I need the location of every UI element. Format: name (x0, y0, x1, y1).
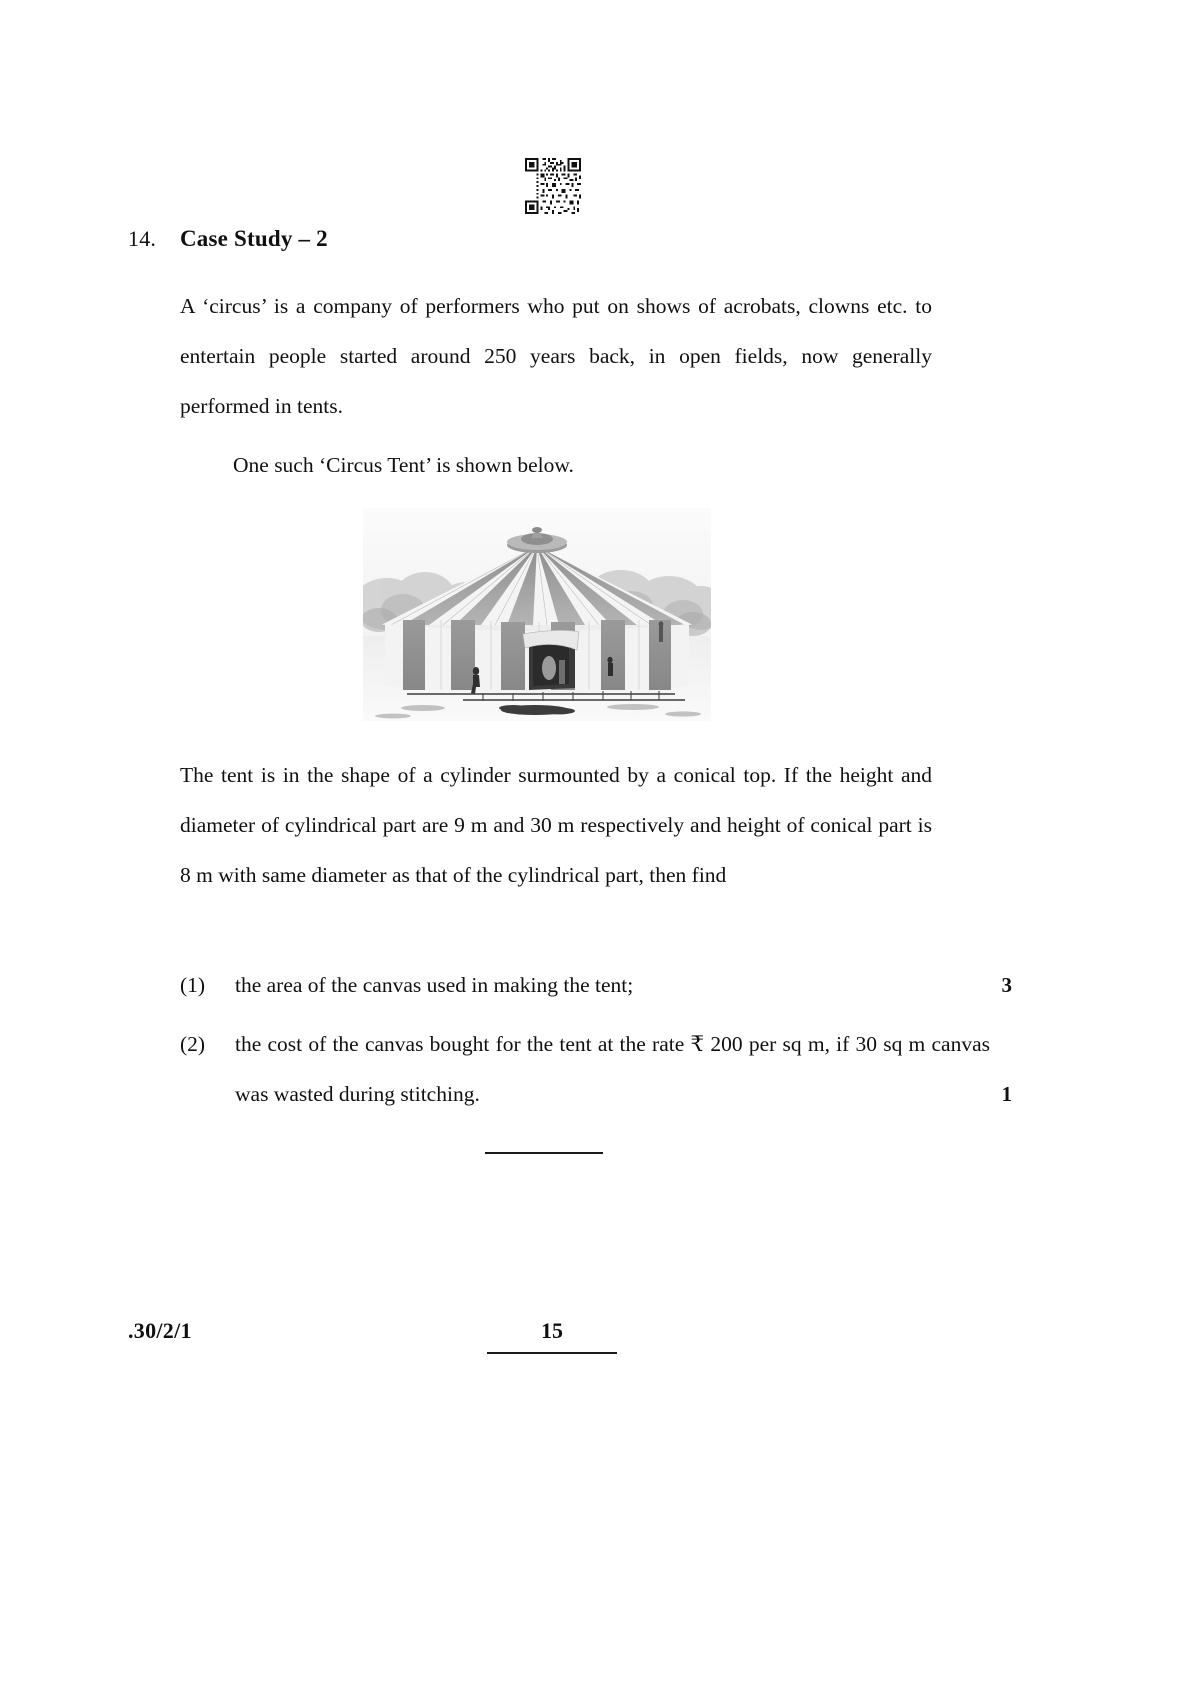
paper-code: .30/2/1 (128, 1318, 192, 1343)
paragraph-tent-dimensions: The tent is in the shape of a cylinder surmounted by a conical top. If the height and diameter of cylindrical part are 9 m and 30 m respectively and height of conical part is 8 m with same diameter as that of the cylindrical part, then find (180, 763, 932, 887)
intro-paragraph-block (180, 281, 932, 431)
sub-question-2-text: the cost of the canvas bought for the tent at the rate ₹ 200 per sq m, if 30 sq m canvas was wasted during stitching. (235, 1032, 990, 1106)
paragraph-figure-intro: One such ‘Circus Tent’ is shown below. (233, 453, 574, 477)
sub-question-1-index: (1) (180, 973, 206, 997)
sub-question-2 (180, 1019, 1012, 1119)
question-heading (128, 226, 988, 252)
tent-description-block (180, 750, 932, 900)
circus-tent-figure (363, 508, 711, 721)
sub-question-2-index: (2) (180, 1032, 206, 1056)
footer-rule (487, 1352, 617, 1354)
sub-question-1-marks: 3 (1001, 973, 1012, 997)
question-title: Case Study – 2 (180, 226, 328, 251)
sub-question-1-text: the area of the canvas used in making the tent; (235, 973, 634, 997)
sub-question-2-marks: 1 (1001, 1082, 1012, 1106)
sub-question-1 (180, 960, 1012, 1010)
sub-questions-list (180, 960, 1012, 1119)
qr-code-icon (525, 158, 581, 214)
section-separator-rule (485, 1152, 603, 1154)
paragraph-circus-description: A ‘circus’ is a company of performers who put on shows of acrobats, clowns etc. to entertain people started around 250 years back, in open fields, now generally performed in tents. (180, 294, 932, 418)
question-number: 14. (128, 226, 157, 251)
page-number: 15 (541, 1318, 563, 1343)
